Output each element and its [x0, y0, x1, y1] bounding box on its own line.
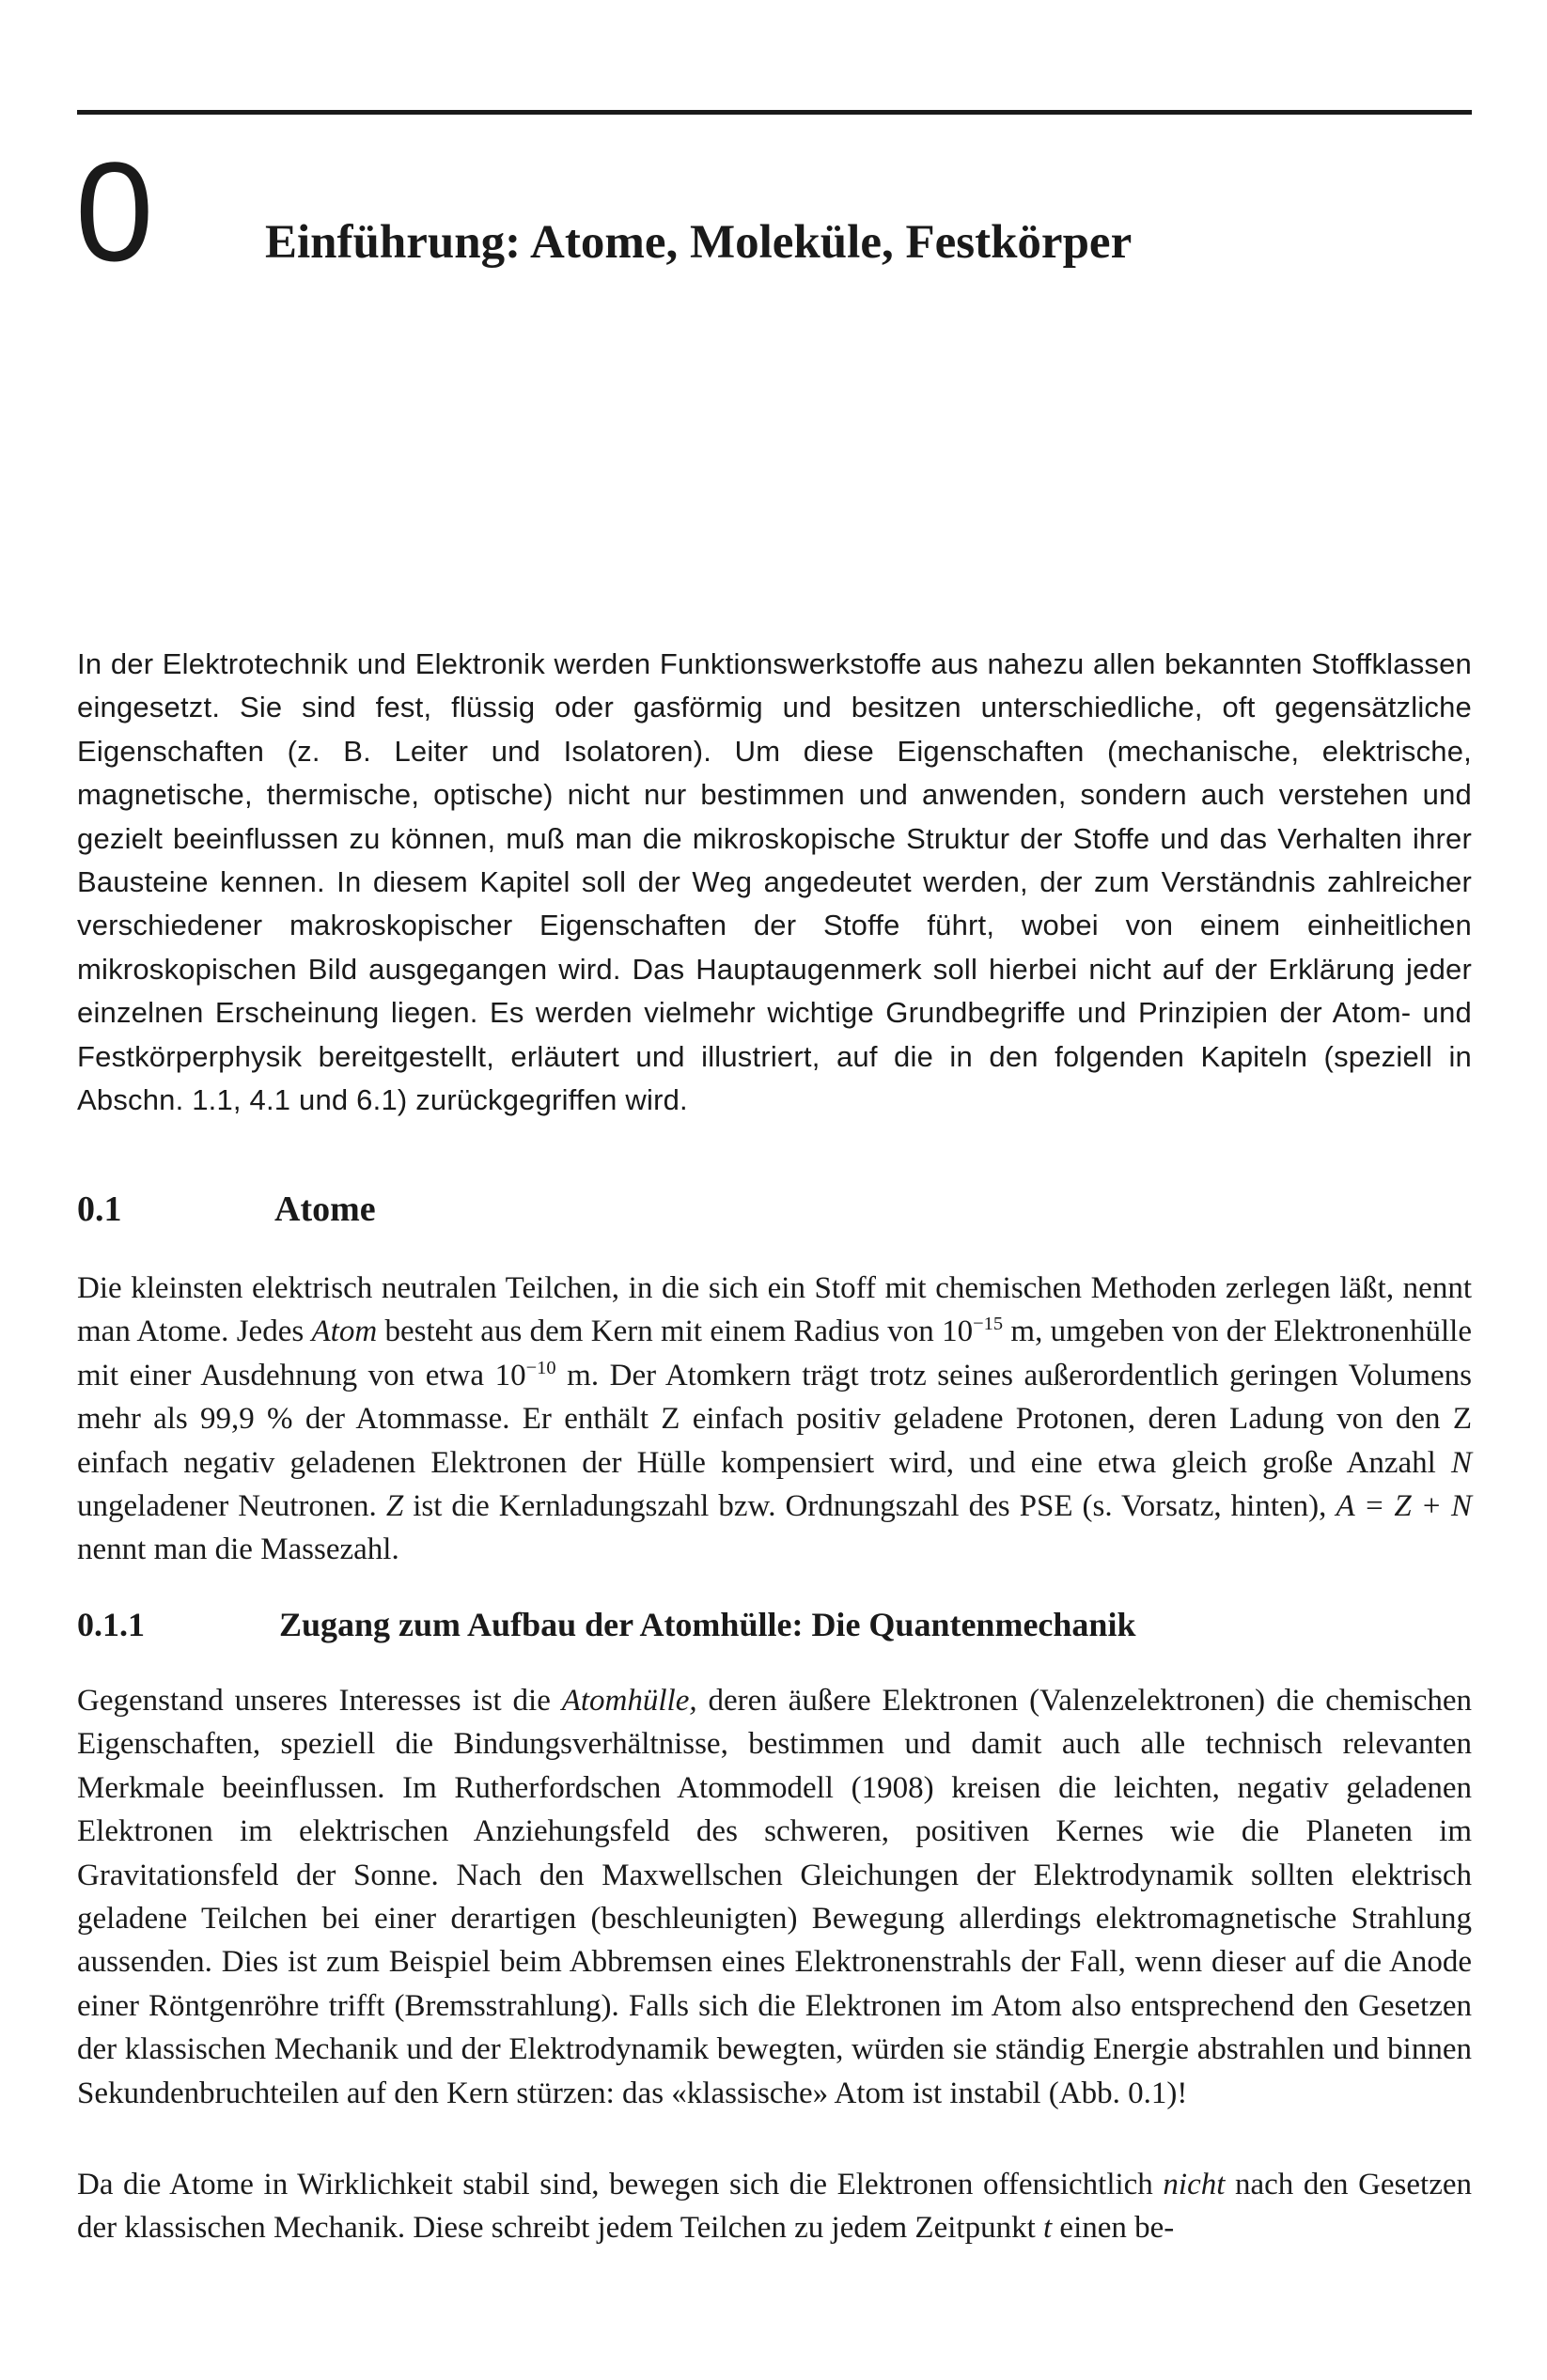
formula: A = Z + N — [1336, 1489, 1472, 1524]
chapter-number: 0 — [75, 132, 154, 290]
term-atomhuelle: Atomhülle, — [561, 1684, 697, 1718]
exponent: −10 — [525, 1357, 556, 1378]
term-atom: Atom — [311, 1314, 378, 1349]
stability-paragraph: Da die Atome in Wirklichkeit stabil sind, bewegen sich die Elektronen offensichtlich nicht nach den Gesetzen der klassischen Mechanik. Diese schreibt jedem Teilchen zu jedem Zeitpunkt t einen be- — [77, 2168, 1473, 2246]
section-number: 0.1 — [77, 1190, 122, 1229]
section-heading-atome — [77, 1189, 376, 1232]
intro-paragraph: In der Elektrotechnik und Elektronik werden Funktionswerkstoffe aus nahezu allen bekannten Stoffklassen eingesetzt. Sie sind fest, flüssig oder gasförmig und besitzen unterschiedliche, oft gegensätzliche Eigenschaften (z. B. Leiter und Isolatoren). Um diese Eigenschaften (mechanische, elektrische, magnetische, thermische, optische) nicht nur bestimmen und anwenden, sondern auch verstehen und gezielt beeinflussen zu können, muß man die mikroskopische Struktur der Stoffe und das Verhalten ihrer Bausteine kennen. In diesem Kapitel soll der Weg angedeutet werden, der zum Verständnis zahlreicher verschiedener makroskopischer Eigenschaften der Stoffe führt, wobei von einem einheitlichen mikroskopischen Bild ausgegangen wird. Das Hauptaugenmerk soll hierbei nicht auf der Erklärung jeder einzelnen Erscheinung liegen. Es werden vielmehr wichtige Grundbegriffe und Prinzipien der Atom- und Festkörperphysik bereitgestellt, erläutert und illustriert, auf die in den folgenden Kapiteln (speziell in Abschn. 1.1, 4.1 und 6.1) zurückgegriffen wird. — [77, 647, 1472, 1117]
top-rule — [77, 110, 1472, 115]
emphasis-nicht: nicht — [1163, 2168, 1226, 2201]
subsection-number: 0.1.1 — [77, 1606, 145, 1643]
chapter-title: Einführung: Atome, Moleküle, Festkörper — [265, 216, 1133, 269]
atome-paragraph: Die kleinsten elektrisch neutralen Teilchen, in die sich ein Stoff mit chemischen Methoden zerlegen läßt, nennt man Atome. Jedes Atom besteht aus dem Kern mit einem Radius von $10^{-15}$ m, umgeben von der Elektronenhülle mit einer Ausdehnung von etwa $10^{-10}$ m. Der Atomkern trägt trotz seines außerordentlich geringen Volumens mehr als 99,9 % der Atommasse. Er enthält Z einfach positiv geladene Protonen, deren Ladung von den Z einfach negativ geladenen Elektronen der Hülle kompensiert wird, und eine etwa gleich große Anzahl N ungeladener Neutronen. Z ist die Kernladungszahl bzw. Ordnungszahl des PSE (s. Vorsatz, hinten), A = Z + N nennt man die Massezahl. — [77, 1271, 1472, 1567]
subsection-heading-quantenmechanik — [77, 1605, 1135, 1645]
section-title: Atome — [274, 1190, 376, 1229]
exponent: −15 — [973, 1314, 1004, 1335]
subsection-title: Zugang zum Aufbau der Atomhülle: Die Quantenmechanik — [279, 1606, 1136, 1643]
atomhuelle-paragraph: Gegenstand unseres Interesses ist die Atomhülle, deren äußere Elektronen (Valenzelektronen) die chemischen Eigenschaften, speziell die Bindungsverhältnisse, bestimmen und damit auch alle technisch relevanten Merkmale beeinflussen. Im Rutherfordschen Atommodell (1908) kreisen die leichten, negativ geladenen Elektronen im elektrischen Anziehungsfeld des schweren, positiven Kernes wie die Planeten im Gravitationsfeld der Sonne. Nach den Maxwellschen Gleichungen der Elektrodynamik sollten elektrisch geladene Teilchen bei einer derartigen (beschleunigten) Bewegung allerdings elektromagnetische Strahlung aussenden. Dies ist zum Beispiel beim Abbremsen eines Elektronenstrahls der Fall, wenn dieser auf die Anode einer Röntgenröhre trifft (Bremsstrahlung). Falls sich die Elektronen im Atom also entsprechend den Gesetzen der klassischen Mechanik und der Elektrodynamik bewegten, würden sie ständig Energie abstrahlen und binnen Sekundenbruchteilen auf den Kern stürzen: das «klassische» Atom ist instabil (Abb. 0.1)! — [77, 1684, 1472, 2110]
